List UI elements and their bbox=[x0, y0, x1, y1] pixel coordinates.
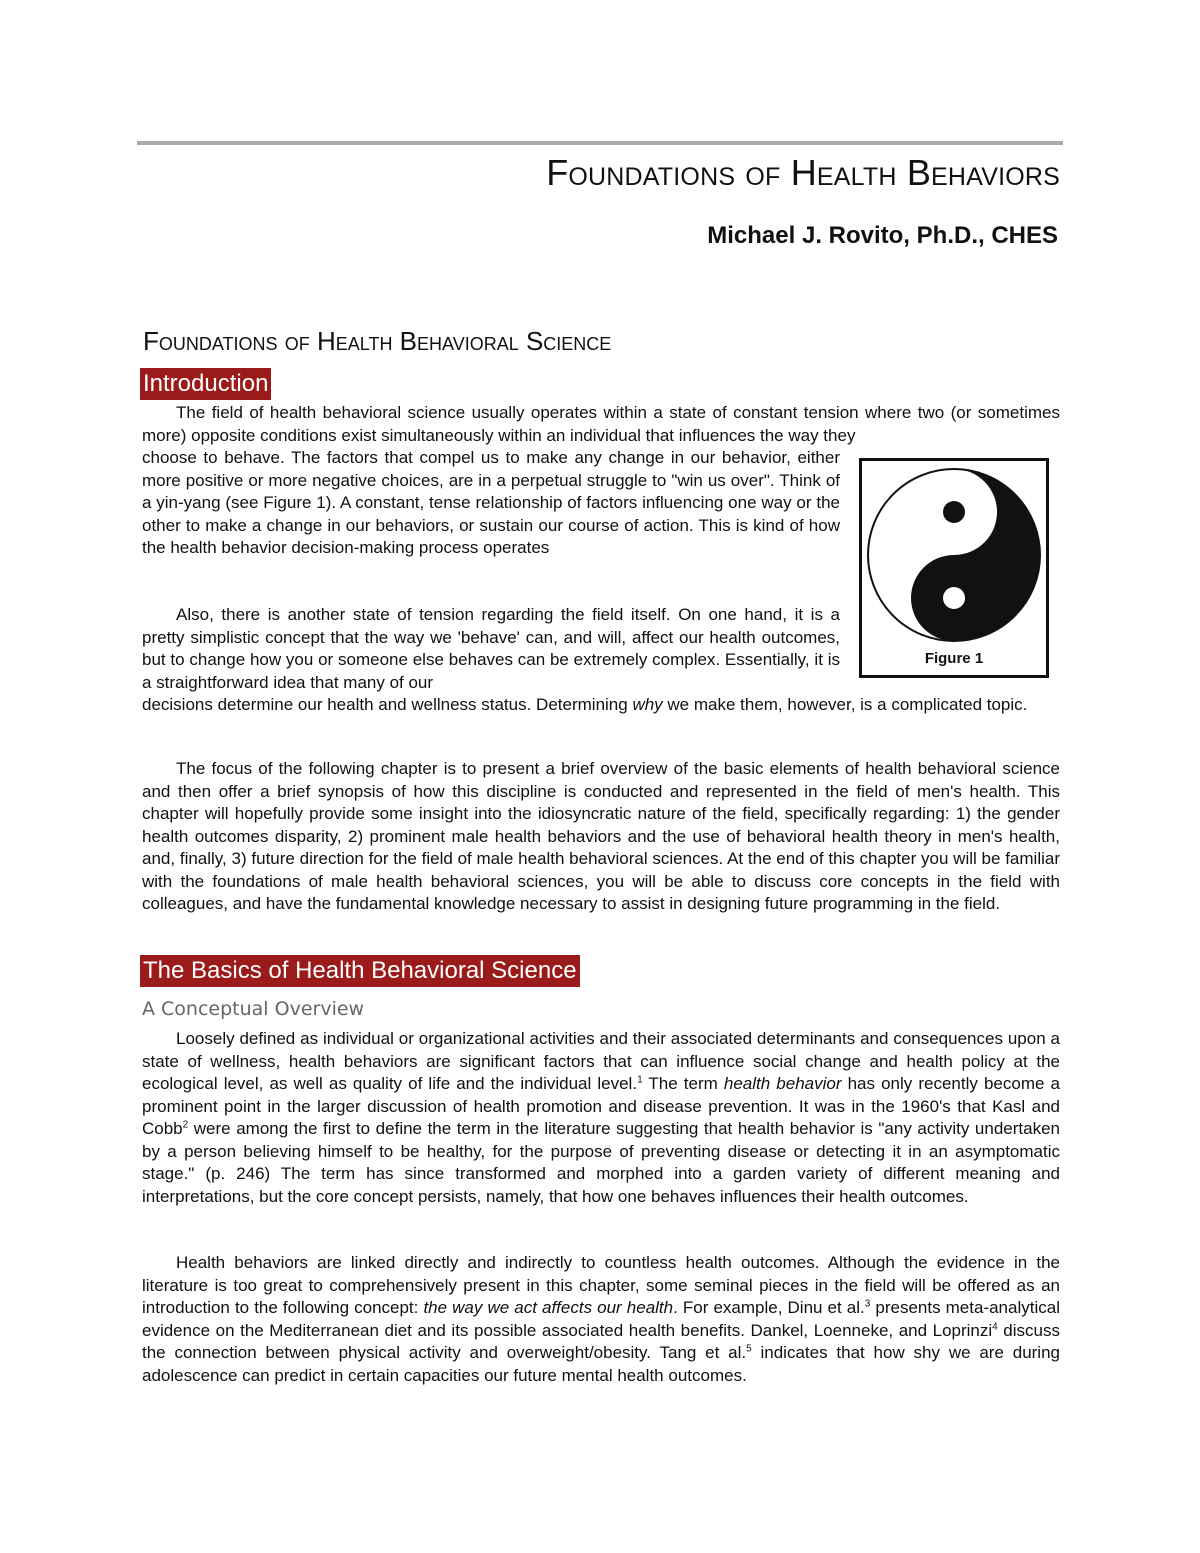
basics-heading: The Basics of Health Behavioral Science bbox=[140, 955, 580, 987]
intro-paragraph-3 bbox=[142, 758, 1060, 916]
intro-paragraph-2-wrap bbox=[142, 604, 840, 694]
introduction-heading: Introduction bbox=[140, 368, 271, 400]
basics-p2-text-a: Health behaviors are linked directly and indirectly to countless health outcomes. Although the evidence in the literature is too great to comprehensively present in this chapter, some seminal pieces in the field will be offered as an introduction to the following concept: bbox=[142, 1253, 1060, 1317]
basics-paragraph-2 bbox=[142, 1252, 1060, 1387]
figure-caption: Figure 1 bbox=[924, 650, 984, 667]
citation-5: 5 bbox=[746, 1343, 752, 1355]
section-title: Foundations of Health Behavioral Science bbox=[143, 326, 612, 356]
intro-p2-emphasis: why bbox=[632, 695, 663, 714]
basics-p1-text-a: Loosely defined as individual or organizational activities and their associated determinants and consequences upon a state of wellness, health behaviors are significant factors that can influence social change and health policy at the ecological level, as well as quality of life and the individual level. bbox=[142, 1029, 1060, 1093]
citation-2: 2 bbox=[182, 1119, 189, 1131]
basics-paragraph-2-text bbox=[142, 1252, 1060, 1387]
intro-paragraph-1-top-text: The field of health behavioral science usually operates within a state of constant tension where two (or sometimes more) opposite conditions exist simultaneously within an individual that influences the way they bbox=[142, 403, 1060, 445]
basics-p2-text-e: indicates that how shy we are during adolescence can predict in certain capacities our future mental health outcomes. bbox=[142, 1343, 1060, 1385]
figure-1 bbox=[859, 458, 1049, 678]
intro-paragraph-3-text: The focus of the following chapter is to present a brief overview of the basic elements of health behavioral science and then offer a brief synopsis of how this discipline is conducted and represented in the field of men's health. This chapter will hopefully provide some insight into the idiosyncratic nature of the field, specifically regarding: 1) the gender health outcomes disparity, 2) prominent male health behaviors and the use of behavioral health theory in men's health, and, finally, 3) future direction for the field of male health behavioral sciences. At the end of this chapter you will be familiar with the foundations of male health behavioral sciences, you will be able to discuss core concepts in the field with colleagues, and have the fundamental knowledge necessary to assist in designing future programming in the field. bbox=[142, 759, 1060, 913]
basics-p1-text-b: The term bbox=[642, 1074, 724, 1093]
header-rule bbox=[137, 141, 1063, 145]
yin-yang-icon bbox=[866, 467, 1042, 643]
document-title: Foundations of Health Behaviors bbox=[546, 152, 1060, 193]
basics-p2-emphasis: the way we act affects our health bbox=[423, 1298, 674, 1317]
intro-paragraph-2-bottom bbox=[142, 694, 1060, 717]
author-line: Michael J. Rovito, Ph.D., CHES bbox=[707, 222, 1058, 249]
citation-1: 1 bbox=[637, 1074, 643, 1086]
basics-paragraph-1 bbox=[142, 1028, 1060, 1208]
intro-paragraph-2-bottom-text bbox=[142, 694, 1060, 717]
basics-p1-emphasis: health behavior bbox=[723, 1074, 842, 1093]
citation-3: 3 bbox=[864, 1298, 871, 1310]
intro-p2-text-b: we make them, however, is a complicated topic. bbox=[662, 695, 1028, 714]
intro-paragraph-1-wrap-text: choose to behave. The factors that compel us to make any change in our behavior, either more positive or more negative choices, are in a perpetual struggle to "win us over". Think of a yin-yang (see Figure 1). A constant, tense relationship of factors influencing one way or the other to make a change in our behaviors, or sustain our course of action. This is kind of how the health behavior decision-making process operates bbox=[142, 448, 840, 557]
intro-paragraph-1-top bbox=[142, 402, 1060, 447]
intro-p2-text-a: decisions determine our health and wellness status. Determining bbox=[142, 695, 633, 714]
basics-p1-text-c: has only recently become a prominent point in the larger discussion of health promotion and disease prevention. It was in the 1960's that Kasl and Cobb bbox=[142, 1074, 1060, 1138]
basics-paragraph-1-text bbox=[142, 1028, 1060, 1208]
basics-p2-text-c: presents meta-analytical evidence on the Mediterranean diet and its possible associated health benefits. Dankel, Loenneke, and Loprinzi bbox=[142, 1298, 1060, 1340]
basics-p2-text-b: . For example, Dinu et al. bbox=[673, 1298, 865, 1317]
citation-4: 4 bbox=[992, 1320, 998, 1332]
basics-p2-text-d: discuss the connection between physical activity and overweight/obesity. Tang et al. bbox=[142, 1320, 1060, 1362]
conceptual-overview-subheading: A Conceptual Overview bbox=[142, 998, 365, 1020]
intro-paragraph-1-wrap bbox=[142, 447, 840, 560]
intro-paragraph-2-wrap-text: Also, there is another state of tension regarding the field itself. On one hand, it is a pretty simplistic concept that the way we 'behave' can, and will, affect our health outcomes, but to change how you or someone else behaves can be extremely complex. Essentially, it is a straightforward idea that many of our bbox=[142, 605, 840, 692]
basics-p1-text-d: were among the first to define the term in the literature suggesting that health behavior is "any activity undertaken by a person believing himself to be healthy, for the purpose of preventing disease or detecting it in an asymptomatic stage." (p. 246) The term has since transformed and morphed into a garden variety of different meaning and interpretations, but the core concept persists, namely, that how one behaves influences their health outcomes. bbox=[142, 1119, 1060, 1206]
